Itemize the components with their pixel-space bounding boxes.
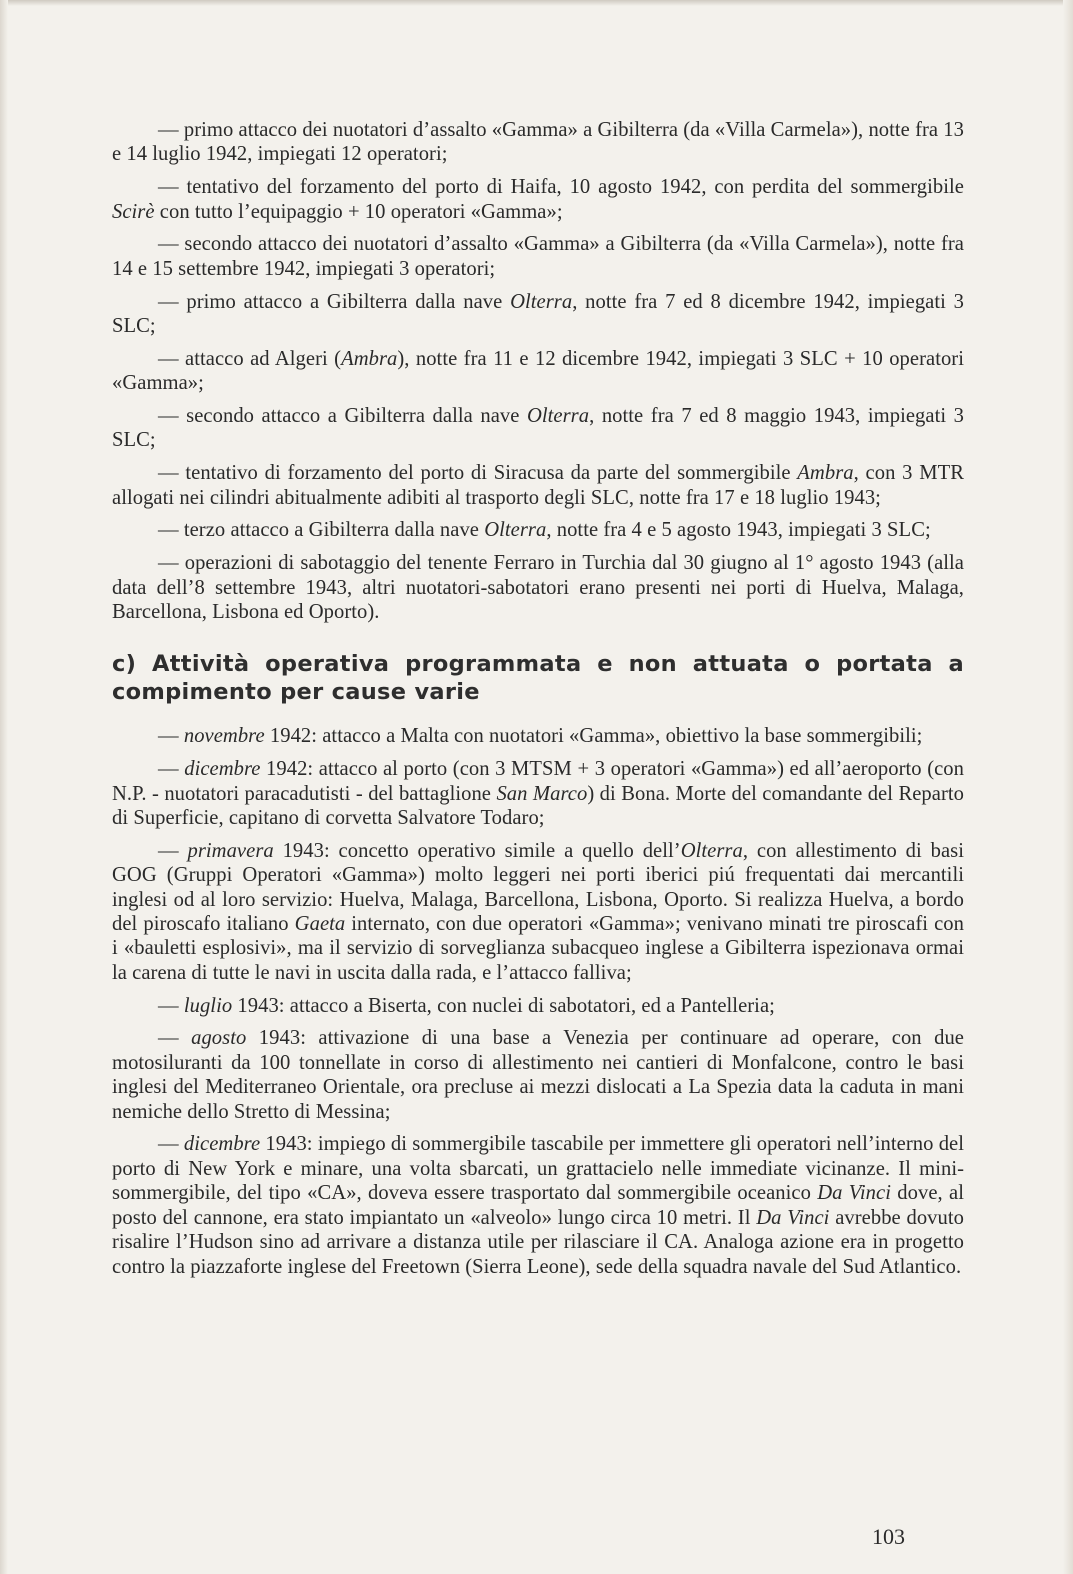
- paragraph-dicembre-1943: — dicembre 1943: impiego di sommergibile tascabile per immettere gli operatori nell’interno del porto di New York e minare, una volta sbarcati, un grattacielo nelle immediate vicinanze. Il mini-sommergibile, del tipo «CA», doveva essere trasportato dal sommergibile oceanico Da Vinci dove, al posto del cannone, era stato impiantato un «alveolo» lungo circa 10 metri. Il Da Vinci avrebbe dovuto risalire l’Hudson sino ad arrivare a distanza utile per rilasciare il CA. Analoga azione era in progetto contro la piazzaforte inglese del Freetown (Sierra Leone), sede della squadra navale del Sud Atlantico.: [112, 1133, 965, 1278]
- paragraph-siracusa: — tentativo di forzamento del porto di Siracusa da parte del sommergibile Ambra, con 3 MTR allogati nei cilindri abitualmente adibiti al trasporto degli SLC, notte fra 17 e 18 luglio 1943;: [112, 462, 964, 509]
- paragraph-haifa: — tentativo del forzamento del porto di Haifa, 10 agosto 1942, con perdita del sommergibile Scirè con tutto l’equipaggio + 10 operatori «Gamma»;: [112, 176, 964, 223]
- paragraph-olterra-dicembre-1942: — primo attacco a Gibilterra dalla nave Olterra, notte fra 7 ed 8 dicembre 1942, impiegati 3 SLC;: [112, 290, 964, 338]
- section-heading: c) Attività operativa programmata e non attuata o portata a compimento per cause varie: [112, 651, 964, 706]
- paragraph-novembre-1942: — novembre 1942: attacco a Malta con nuotatori «Gamma», obiettivo la base sommergibili;: [158, 725, 923, 748]
- paragraph-luglio-1943: — luglio 1943: attacco a Biserta, con nuclei di sabotatori, ed a Pantelleria;: [158, 994, 775, 1017]
- paragraph-agosto-1943: — agosto 1943: attivazione di una base a Venezia per continuare ad operare, con due motosiluranti da 100 tonnellate in corso di allestimento nei cantieri di Monfalcone, contro le basi inglesi del Mediterraneo Orientale, ora precluse ai mezzi dislocati a La Spezia data la caduta in mani nemiche dello Stretto di Messina;: [112, 1027, 964, 1123]
- paragraph-sabotaggio-turchia: — operazioni di sabotaggio del tenente Ferraro in Turchia dal 30 giugno al 1° agosto 1943 (alla data dell’8 settembre 1943, altri nuotatori-sabotatori erano presenti nei porti di Huelva, Malaga, Barcellona, Lisbona ed Oporto).: [112, 552, 964, 624]
- paragraph-olterra-agosto-1943: — terzo attacco a Gibilterra dalla nave Olterra, notte fra 4 e 5 agosto 1943, impiegati 3 SLC;: [158, 519, 931, 542]
- paragraph-gibilterra-settembre-1942: — secondo attacco dei nuotatori d’assalto «Gamma» a Gibilterra (da «Villa Carmela»), notte fra 14 e 15 settembre 1942, impiegati 3 operatori;: [112, 233, 964, 280]
- paragraph-dicembre-1942: — dicembre 1942: attacco al porto (con 3 MTSM + 3 operatori «Gamma») ed all’aeroporto (con N.P. - nuotatori paracadutisti - del battaglione San Marco) di Bona. Morte del comandante del Reparto di Superficie, capitano di corvetta Salvatore Todaro;: [112, 758, 964, 830]
- paragraph-primavera-1943: — primavera 1943: concetto operativo simile a quello dell’Olterra, con allestimento di basi GOG (Gruppi Operatori «Gamma») molto leggeri nei porti iberici piú frequentati dai mercantili inglesi od al loro servizio: Huelva, Malaga, Barcellona, Lisbona, Oporto. Si realizza Huelva, a bordo del piroscafo italiano Gaeta internato, con due operatori «Gamma»; venivano minati tre piroscafi con i «bauletti esplosivi», ma il servizio di sorveglianza subacqueo inglese a Gibilterra ispezionava ormai la carena di tutte le navi in uscita dalla rada, e l’attacco falliva;: [112, 839, 965, 984]
- page-body: [112, 118, 964, 1287]
- page-right-shadow: [1063, 0, 1073, 1574]
- paragraph-olterra-maggio-1943: — secondo attacco a Gibilterra dalla nave Olterra, notte fra 7 ed 8 maggio 1943, impiegati 3 SLC;: [112, 405, 964, 452]
- page-number: 103: [872, 1524, 905, 1549]
- page-left-shadow: [0, 0, 8, 1574]
- paragraph-gibilterra-luglio-1942: — primo attacco dei nuotatori d’assalto «Gamma» a Gibilterra (da «Villa Carmela»), notte fra 13 e 14 luglio 1942, impiegati 12 operatori;: [112, 119, 964, 166]
- paragraph-algeri: — attacco ad Algeri (Ambra), notte fra 11 e 12 dicembre 1942, impiegati 3 SLC + 10 operatori «Gamma»;: [112, 347, 964, 395]
- page-top-shadow: [0, 0, 1073, 6]
